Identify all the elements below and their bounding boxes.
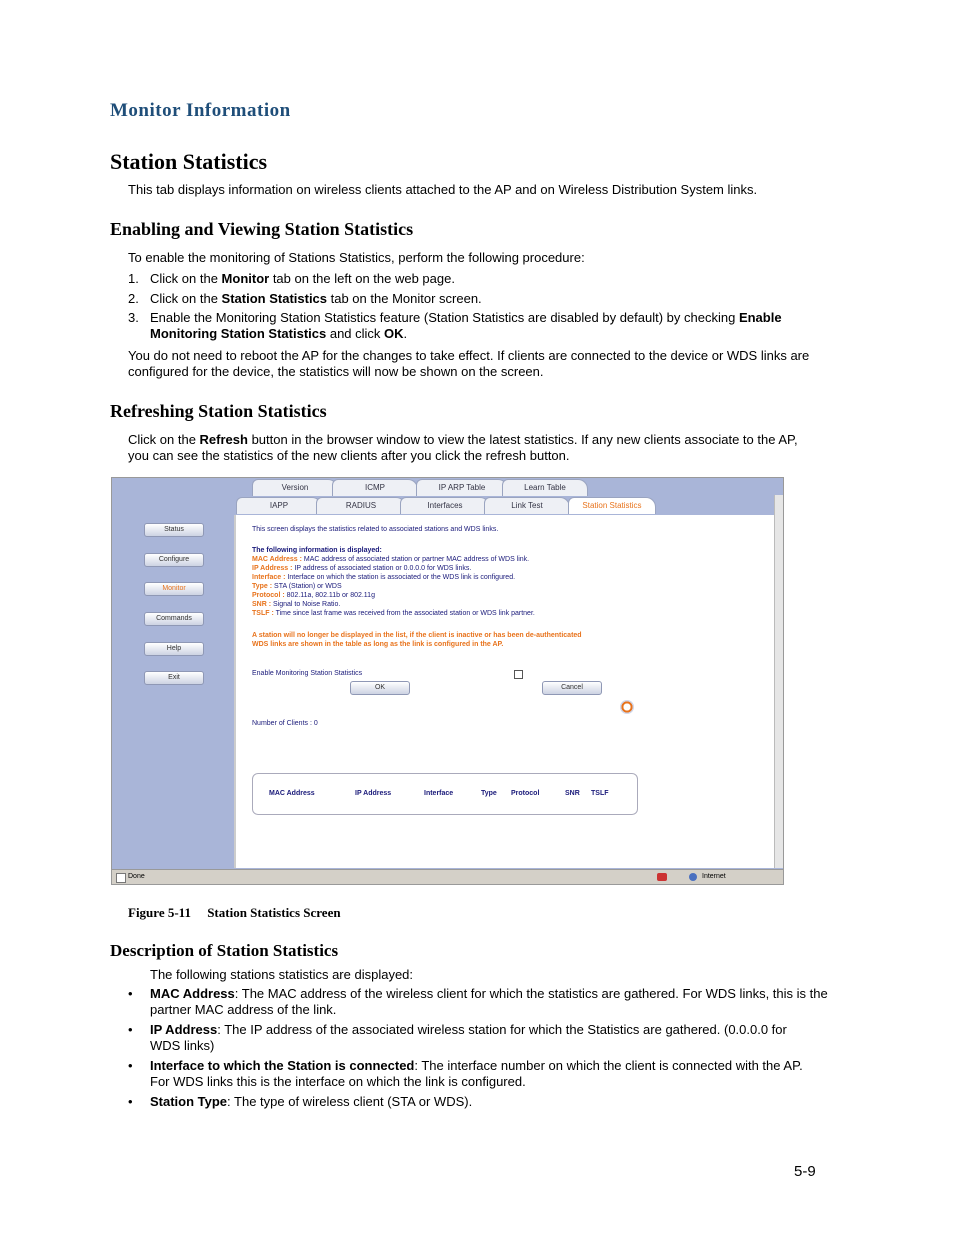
column-header: Interface [424,790,454,797]
station-statistics-screenshot [111,477,784,885]
nav-exit-button[interactable]: Exit [144,671,204,685]
tab-learn-table[interactable]: Learn Table [502,479,588,496]
enabling-heading: Enabling and Viewing Station Statistics [110,219,414,239]
column-header: IP Address [355,790,392,797]
number-of-clients: Number of Clients : 0 [252,720,318,727]
figure-caption: Figure 5-11 Station Statistics Screen [128,905,341,920]
enabling-lead: To enable the monitoring of Stations Statistics, perform the following procedure: [128,250,585,265]
column-header: Protocol [511,790,540,797]
column-header: MAC Address [269,790,315,797]
description-lead: The following stations statistics are displayed: [150,967,414,982]
nav-configure-button[interactable]: Configure [144,553,204,567]
tab-interfaces[interactable]: Interfaces [400,497,490,514]
refreshing-heading: Refreshing Station Statistics [110,401,327,421]
enabling-note: You do not need to reboot the AP for the changes to take effect. If clients are connected to the device or WDS links are configured for the device, the statistics will now be shown on the screen. [128,348,810,379]
enable-monitoring-label: Enable Monitoring Station Statistics [252,670,363,677]
info-line: SNR : Signal to Noise Ratio. [252,601,341,608]
warning-line-1: A station will no longer be displayed in the list, if the client is inactive or has been de-authenticated [252,632,582,639]
tab-iapp[interactable]: IAPP [236,497,322,514]
panel-info-lead: The following information is displayed: [252,547,382,554]
info-line: TSLF : Time since last frame was received from the associated station or WDS link partner. [252,610,535,617]
globe-icon [689,873,697,881]
step-number: 3. [128,310,139,325]
page-icon [116,873,126,883]
tab-station-statistics[interactable]: Station Statistics [568,497,656,514]
tab-ip-arp-table[interactable]: IP ARP Table [416,479,508,496]
cancel-button[interactable]: Cancel [542,681,602,695]
tab-radius[interactable]: RADIUS [316,497,406,514]
refreshing-text: Click on the Refresh button in the browser window to view the latest statistics. If any new clients associate to the AP, you can see the statistics of the new clients after you click the refresh button. [128,432,798,463]
info-line: IP Address : IP address of associated station or 0.0.0.0 for WDS links. [252,565,472,572]
warning-line-2: WDS links are shown in the table as long as the link is configured in the AP. [252,641,504,648]
column-header: TSLF [591,790,609,797]
intro-text: This tab displays information on wireless clients attached to the AP and on Wireless Distribution System links. [128,182,758,197]
page-number: 5-9 [794,1163,816,1180]
panel-description: This screen displays the statistics related to associated stations and WDS links. [252,526,499,533]
vertical-scrollbar[interactable] [774,495,783,868]
nav-help-button[interactable]: Help [144,642,204,656]
info-line: Type : STA (Station) or WDS [252,583,342,590]
section-header: Monitor Information [110,100,291,121]
refresh-icon[interactable] [620,700,634,714]
enable-monitoring-checkbox[interactable] [514,670,523,679]
info-line: Interface : Interface on which the station is associated or the WDS link is configured. [252,574,516,581]
step-number: 2. [128,291,139,306]
description-heading: Description of Station Statistics [110,941,339,960]
browser-status-bar [112,869,783,884]
ok-button[interactable]: OK [350,681,410,695]
nav-commands-button[interactable]: Commands [144,612,204,626]
security-icon [657,873,667,881]
nav-monitor-button[interactable]: Monitor [144,582,204,596]
status-zone: Internet [702,873,726,880]
column-header: SNR [565,790,580,797]
content-panel [234,515,776,868]
nav-status-button[interactable]: Status [144,523,204,537]
info-line: Protocol : 802.11a, 802.11b or 802.11g [252,592,375,599]
tab-icmp[interactable]: ICMP [332,479,418,496]
status-done: Done [128,873,145,880]
clients-table [252,773,638,815]
tab-version[interactable]: Version [252,479,338,496]
page-title: Station Statistics [110,149,268,174]
column-header: Type [481,790,497,797]
info-line: MAC Address : MAC address of associated station or partner MAC address of WDS link. [252,556,530,563]
tab-link-test[interactable]: Link Test [484,497,570,514]
step-number: 1. [128,271,139,286]
